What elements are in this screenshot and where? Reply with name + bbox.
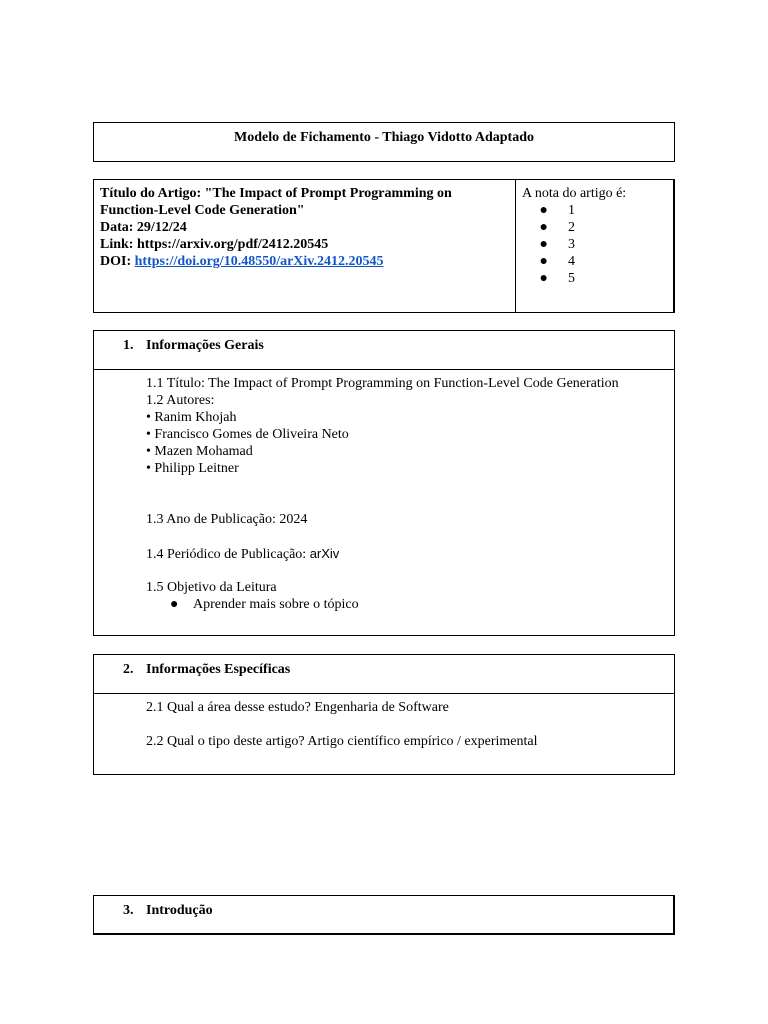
- section-informacoes-gerais: [93, 330, 675, 636]
- rating-option-2: ● 2: [522, 219, 673, 236]
- doi-link[interactable]: https://doi.org/10.48550/arXiv.2412.20545: [134, 254, 384, 269]
- bullet-icon: ●: [539, 254, 548, 269]
- article-date: Data: 29/12/24: [100, 220, 187, 235]
- section-title: Informações Gerais: [146, 338, 264, 353]
- bullet-icon: ●: [539, 237, 548, 252]
- rating-cell: [516, 180, 673, 312]
- doi-label: DOI:: [100, 254, 135, 269]
- section-header: [94, 896, 673, 935]
- bullet-icon: ●: [539, 203, 548, 218]
- author-item: • Mazen Mohamad: [146, 444, 253, 459]
- field-titulo: 1.1 Título: The Impact of Prompt Programming on Function-Level Code Generation: [146, 376, 619, 391]
- bullet-icon: ●: [539, 271, 548, 286]
- article-info-cell: [94, 180, 516, 312]
- section-header: [94, 331, 674, 370]
- author-item: • Francisco Gomes de Oliveira Neto: [146, 427, 349, 442]
- section-number: 2.: [123, 662, 134, 677]
- bullet-icon: ●: [170, 597, 179, 612]
- rating-options: [522, 202, 673, 287]
- article-link: Link: https://arxiv.org/pdf/2412.20545: [100, 237, 329, 252]
- article-info-table: [93, 179, 675, 313]
- author-item: • Philipp Leitner: [146, 461, 239, 476]
- section-introducao: [93, 895, 675, 935]
- field-objetivo: 1.5 Objetivo da Leitura: [146, 580, 277, 595]
- section-informacoes-especificas: [93, 654, 675, 775]
- rating-option-5: ● 5: [522, 270, 673, 287]
- objetivo-item: ● Aprender mais sobre o tópico: [170, 597, 359, 612]
- field-area: 2.1 Qual a área desse estudo? Engenharia de Software: [146, 700, 449, 715]
- section-number: 3.: [123, 903, 134, 918]
- bullet-icon: ●: [539, 220, 548, 235]
- section-header: [94, 655, 674, 694]
- periodico-value: arXiv: [309, 546, 340, 561]
- rating-option-4: ● 4: [522, 253, 673, 270]
- field-autores-label: 1.2 Autores:: [146, 393, 215, 408]
- article-title-line-2: Function-Level Code Generation": [100, 203, 305, 218]
- section-number: 1.: [123, 338, 134, 353]
- field-ano: 1.3 Ano de Publicação: 2024: [146, 512, 308, 527]
- rating-option-1: ● 1: [522, 202, 673, 219]
- section-title: Introdução: [146, 903, 213, 918]
- rating-label: A nota do artigo é:: [522, 186, 627, 201]
- rating-option-3: ● 3: [522, 236, 673, 253]
- article-doi: [100, 253, 515, 270]
- author-item: • Ranim Khojah: [146, 410, 237, 425]
- section-title: Informações Específicas: [146, 662, 291, 677]
- document-title: Modelo de Fichamento - Thiago Vidotto Adaptado: [234, 130, 534, 145]
- header-box: [93, 122, 675, 162]
- article-title-line-1: Título do Artigo: "The Impact of Prompt Programming on: [100, 186, 452, 201]
- field-periodico: 1.4 Periódico de Publicação: arXiv: [146, 546, 340, 562]
- field-tipo: 2.2 Qual o tipo deste artigo? Artigo científico empírico / experimental: [146, 734, 538, 749]
